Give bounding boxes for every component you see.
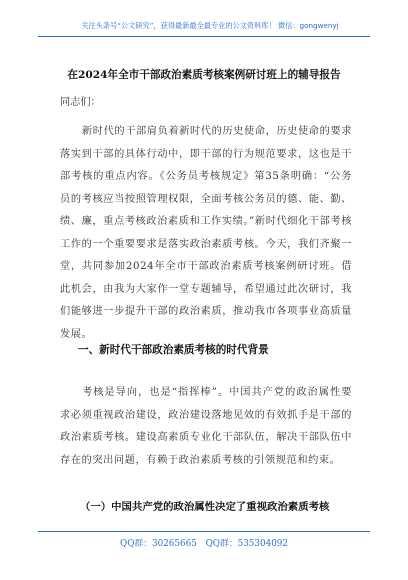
salutation: 同志们：	[60, 97, 101, 108]
subsection-heading-1: （一）中国共产党的政治属性决定了重视政治素质考核	[80, 501, 330, 513]
document-title: 在2024年全市干部政治素质考核案例研讨班上的辅导报告	[67, 69, 341, 81]
footer-qq-group-2: QQ群：535304092	[205, 539, 288, 549]
section-heading-1: 一、新时代干部政治素质考核的时代背景	[78, 344, 269, 356]
paragraph-intro: 新时代的干部肩负着新时代的历史使命，历史使命的要求落实到干部的具体行动中，即干部的行为规范要求，这也是干部考核的重点内容。《公务员考核规定》第35条明确：“公务员的考核应当按照管理权限，全面考核公务员的德、能、勤、绩、廉，重点考核政治素质和工作实绩。”新时代细化干部考核工作的一个重要要求是落实政治素质考核。今天，我们齐聚一堂，共同参加2024年全市干部政治素质考核案例研讨班。借此机会，由我为大家作一堂专题辅导，希望通过此次研讨，我们能够进一步提升干部的政治素质，推动我市各项事业高质量发展。	[60, 126, 352, 340]
paragraph-background: 考核是导向，也是“指挥棒”。中国共产党的政治属性要求必须重视政治建设，政治建设落地见效的有效抓手是干部的政治素质考核。建设高素质专业化干部队伍，解决干部队伍中存在的突出问题，有赖于政治素质考核的引领规范和约束。	[60, 387, 352, 466]
header-divider	[38, 36, 370, 37]
footer-divider	[38, 531, 370, 532]
footer-contact	[0, 536, 408, 549]
header-promo-text: 关注头条号“公文研究”，获得最新最全最专业的公文资料库！ 微信：gongwenyj	[81, 21, 339, 30]
footer-qq-group-1: QQ群：30265665	[120, 539, 197, 549]
